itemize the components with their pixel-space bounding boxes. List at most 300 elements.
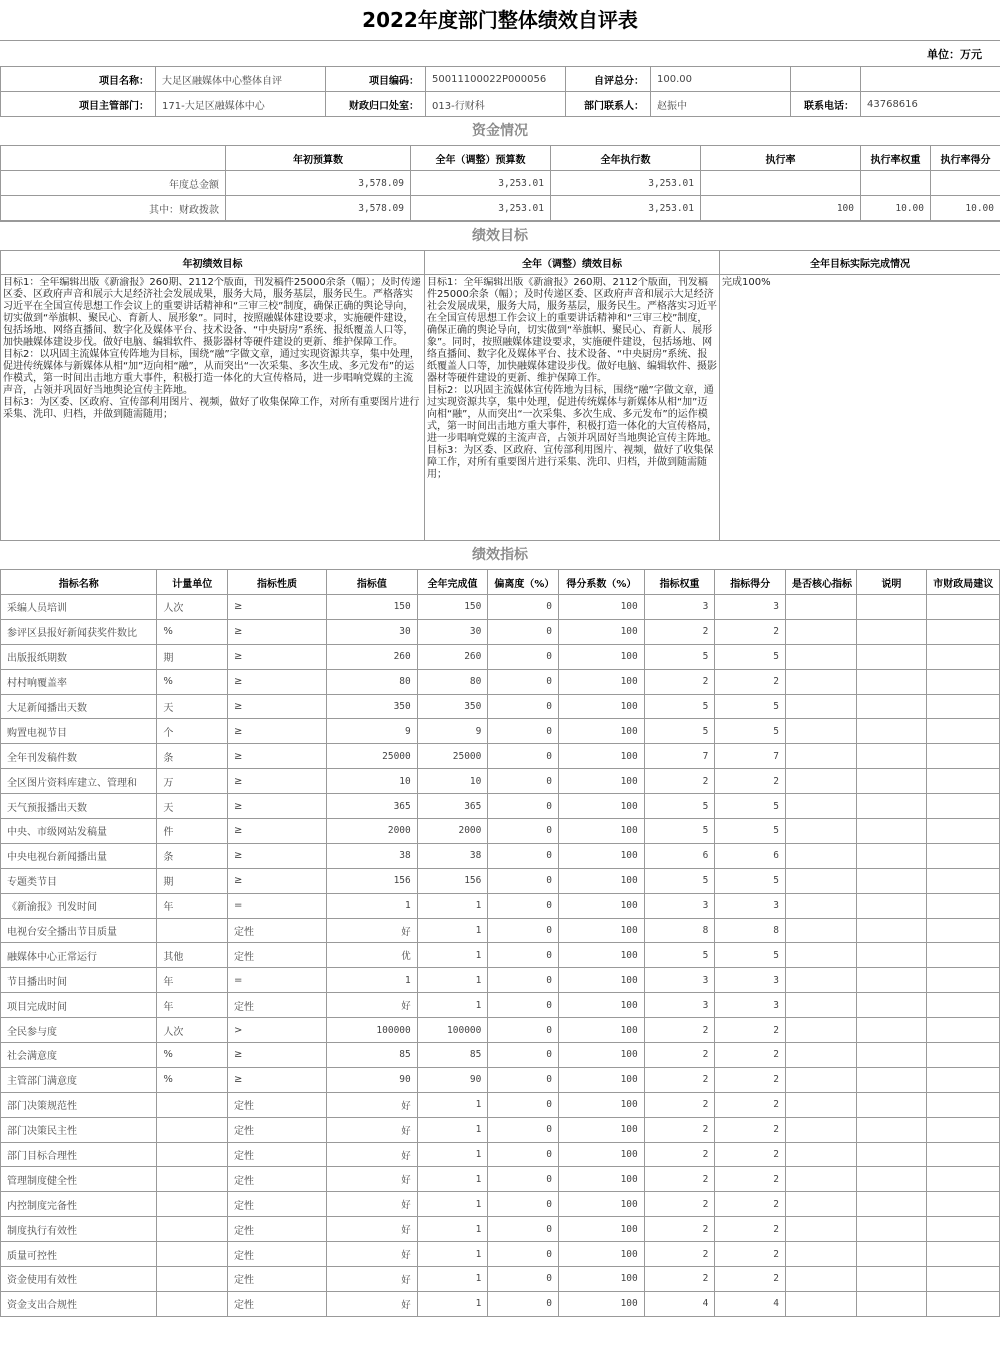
finance-value: 013-行财科 (426, 92, 566, 117)
indicator-empty-cell (927, 1043, 1000, 1068)
indicator-cell: 参评区县报好新闻获奖件数比 (1, 619, 157, 644)
indicator-empty-cell (786, 1217, 857, 1242)
indicator-cell: 0 (488, 794, 559, 819)
indicator-cell: 资金使用有效性 (1, 1267, 157, 1292)
indicator-cell: 0 (488, 1167, 559, 1192)
indicator-empty-cell (927, 993, 1000, 1018)
indicator-cell: 质量可控性 (1, 1242, 157, 1267)
indicator-cell: 0 (488, 943, 559, 968)
indicator-cell: 100 (558, 1067, 644, 1092)
score-label: 自评总分： (566, 67, 651, 92)
goals-header: 全年目标实际完成情况 (720, 251, 1000, 275)
indicator-empty-cell (856, 719, 927, 744)
indicator-cell: 100 (558, 893, 644, 918)
indicator-cell: 100 (558, 1217, 644, 1242)
indicator-cell: 0 (488, 744, 559, 769)
indicator-cell: 0 (488, 1291, 559, 1316)
indicator-row (1, 943, 1000, 968)
indicator-cell: 100 (558, 669, 644, 694)
indicator-cell: ≥ (228, 1067, 327, 1092)
indicator-cell: 100 (558, 1291, 644, 1316)
indicator-row (1, 619, 1000, 644)
indicator-cell: ≥ (228, 1043, 327, 1068)
adjusted-goal-text (425, 275, 720, 541)
indicator-cell: 条 (157, 744, 228, 769)
indicator-cell: 100 (558, 1043, 644, 1068)
indicator-empty-cell (786, 1142, 857, 1167)
indicator-empty-cell (927, 1267, 1000, 1292)
indicator-cell: 全民参与度 (1, 1018, 157, 1043)
indicator-cell: 项目完成时间 (1, 993, 157, 1018)
indicator-cell: 1 (417, 1092, 488, 1117)
indicator-empty-cell (786, 794, 857, 819)
indicator-cell: ≥ (228, 868, 327, 893)
indicator-cell: ≥ (228, 719, 327, 744)
indicator-cell: 0 (488, 1117, 559, 1142)
project-code: 50011100022P000056 (426, 67, 566, 92)
indicator-cell: 内控制度完备性 (1, 1192, 157, 1217)
indicator-cell: 1 (417, 893, 488, 918)
indicator-empty-cell (927, 644, 1000, 669)
indicator-cell: 定性 (228, 1267, 327, 1292)
indicator-header: 指标值 (326, 570, 417, 595)
indicator-cell: 2000 (326, 819, 417, 844)
indicator-cell: ≥ (228, 794, 327, 819)
funds-row-label: 年度总金额 (1, 171, 226, 196)
indicator-cell: 大足新闻播出天数 (1, 694, 157, 719)
indicator-cell (157, 1291, 228, 1316)
indicator-empty-cell (927, 1067, 1000, 1092)
adjusted-goal-body: 目标1：全年编辑出版《新渝报》260期、2112个版面，刊发稿件25000余条（幅）；及时传递区委、区政府声音和展示大足经济社会发展成果，服务大局，服务基层，服务民生。严格落实习近平在全国宣传思想工作会议上的重要讲话精神和“三审三校”制度，确保正确的舆论导向，切实做到“举旗帜、聚民心、育新人、展形象”。同时，按照融媒体建设要求，实施硬件建设，包括场地、网络直播间、数字化及媒体平台、技术设备、“中央厨房”系统、报纸覆盖人口等，加快融媒体建设步伐。做好电脑、编辑软件、摄影器材等硬件建设的更新、维护保障工作。 目标2：以巩固主流媒体宣传阵地为目标，围绕“融”字做文章，通过实现资源共享，集中处理，促进传统媒体与新媒体从相“加”迈向相“融”，从而突出“一次采集、多次生成、多元发布”的运作模式，第一时间出击地方重大事件，积极打造一体化的大宣传格局，进一步唱响党媒的主流声音，占领并巩固好当地舆论宣传主阵地。 目标3：为区委、区政府、宣传部利用图片、视频，做好了收集保障工作，对所有重要图片进行采集、洗印、归档，并做到随需随用； (427, 277, 717, 480)
indicator-cell: 5 (644, 794, 715, 819)
funds-cell: 10.00 (931, 196, 1000, 221)
indicator-cell: 156 (326, 868, 417, 893)
indicator-cell: 2 (715, 1067, 786, 1092)
indicator-cell: 0 (488, 968, 559, 993)
indicator-cell: 100 (558, 769, 644, 794)
indicator-empty-cell (927, 1167, 1000, 1192)
indicator-empty-cell (856, 968, 927, 993)
indicator-empty-cell (927, 868, 1000, 893)
indicator-cell: 好 (326, 1267, 417, 1292)
funds-header: 全年执行数 (551, 146, 701, 171)
indicator-empty-cell (786, 1067, 857, 1092)
funds-row (1, 196, 1000, 221)
indicator-empty-cell (927, 893, 1000, 918)
indicator-cell: % (157, 1067, 228, 1092)
indicator-cell: 0 (488, 1142, 559, 1167)
indicator-cell: 0 (488, 1067, 559, 1092)
indicator-cell: 2 (644, 1092, 715, 1117)
indicator-cell: 100 (558, 1242, 644, 1267)
indicator-cell: 定性 (228, 1192, 327, 1217)
indicator-row (1, 868, 1000, 893)
indicator-row (1, 1217, 1000, 1242)
goals-section-title: 绩效目标 (0, 221, 1000, 251)
indicator-empty-cell (786, 993, 857, 1018)
indicator-cell: 100 (558, 1142, 644, 1167)
funds-cell (931, 171, 1000, 196)
page-title: 2022年度部门整体绩效自评表 (0, 0, 1000, 41)
indicator-empty-cell (786, 968, 857, 993)
indicator-cell: 100 (558, 694, 644, 719)
indicator-cell: 100 (558, 1117, 644, 1142)
indicator-empty-cell (927, 619, 1000, 644)
indicator-cell: 0 (488, 1018, 559, 1043)
indicator-cell: 9 (326, 719, 417, 744)
indicator-row (1, 918, 1000, 943)
indicator-empty-cell (856, 1018, 927, 1043)
indicator-cell: 2 (644, 1267, 715, 1292)
funds-cell (861, 171, 931, 196)
indicator-cell: 部门决策规范性 (1, 1092, 157, 1117)
indicator-cell: 3 (715, 893, 786, 918)
indicator-cell: 2 (644, 1217, 715, 1242)
indicator-cell: 采编人员培训 (1, 595, 157, 620)
indicator-empty-cell (927, 1242, 1000, 1267)
indicator-empty-cell (927, 819, 1000, 844)
indicator-header: 指标得分 (715, 570, 786, 595)
funds-cell: 3,253.01 (411, 196, 551, 221)
indicator-row (1, 1291, 1000, 1316)
indicator-cell: 2 (644, 1167, 715, 1192)
indicator-cell: 3 (644, 968, 715, 993)
indicator-cell: 好 (326, 1242, 417, 1267)
funds-cell: 10.00 (861, 196, 931, 221)
indicator-cell: 1 (417, 1217, 488, 1242)
indicator-cell: 定性 (228, 993, 327, 1018)
indicator-empty-cell (927, 1291, 1000, 1316)
indicator-cell: 好 (326, 918, 417, 943)
indicator-empty-cell (786, 669, 857, 694)
indicator-empty-cell (786, 843, 857, 868)
indicator-cell: 80 (417, 669, 488, 694)
indicator-cell: 2 (715, 1267, 786, 1292)
indicator-empty-cell (786, 1092, 857, 1117)
indicator-empty-cell (927, 769, 1000, 794)
indicator-empty-cell (927, 918, 1000, 943)
contact-value: 赵振中 (651, 92, 791, 117)
indicator-empty-cell (856, 1117, 927, 1142)
indicator-cell: 2 (715, 1192, 786, 1217)
funds-cell (701, 171, 861, 196)
indicator-cell: 5 (715, 943, 786, 968)
indicator-cell: 0 (488, 1043, 559, 1068)
indicator-cell: 6 (644, 843, 715, 868)
indicator-cell: 80 (326, 669, 417, 694)
indicator-row (1, 1117, 1000, 1142)
indicator-cell: ≥ (228, 644, 327, 669)
indicator-cell: 2 (644, 1018, 715, 1043)
indicator-cell: 人次 (157, 1018, 228, 1043)
indicator-cell: 100 (558, 993, 644, 1018)
indicator-cell: 0 (488, 769, 559, 794)
indicator-cell: 0 (488, 669, 559, 694)
indicator-cell: 定性 (228, 1217, 327, 1242)
indicator-cell: 主管部门满意度 (1, 1067, 157, 1092)
indicator-cell: 100 (558, 744, 644, 769)
indicator-cell: 5 (644, 819, 715, 844)
indicator-cell: 100 (558, 1167, 644, 1192)
indicator-cell: 350 (417, 694, 488, 719)
unit-row (0, 40, 1000, 67)
indicator-cell (157, 918, 228, 943)
indicator-header: 偏离度（%） (488, 570, 559, 595)
indicator-row (1, 1043, 1000, 1068)
info-table (0, 66, 1000, 117)
indicator-cell: 0 (488, 1092, 559, 1117)
indicator-cell: 定性 (228, 918, 327, 943)
indicator-cell: 1 (417, 968, 488, 993)
indicator-cell: 8 (644, 918, 715, 943)
indicator-cell: 0 (488, 719, 559, 744)
indicator-empty-cell (786, 1043, 857, 1068)
indicator-cell: 部门目标合理性 (1, 1142, 157, 1167)
indicator-cell: 7 (715, 744, 786, 769)
phone-label: 联系电话： (791, 92, 861, 117)
indicator-empty-cell (786, 1192, 857, 1217)
indicator-empty-cell (856, 1043, 927, 1068)
indicator-cell: 1 (417, 1142, 488, 1167)
indicator-cell: 2 (644, 1192, 715, 1217)
indicator-cell: 100000 (417, 1018, 488, 1043)
indicator-cell: 村村响覆盖率 (1, 669, 157, 694)
indicator-cell: 8 (715, 918, 786, 943)
indicator-cell: 156 (417, 868, 488, 893)
indicator-cell: 2 (644, 769, 715, 794)
indicator-cell (157, 1192, 228, 1217)
indicator-cell: 5 (644, 868, 715, 893)
funds-row-label: 其中：财政拨款 (1, 196, 226, 221)
indicator-empty-cell (786, 1242, 857, 1267)
goals-header: 全年（调整）绩效目标 (425, 251, 720, 275)
indicator-cell: 90 (417, 1067, 488, 1092)
indicator-cell (157, 1142, 228, 1167)
indicator-cell: 1 (417, 993, 488, 1018)
indicator-empty-cell (786, 1291, 857, 1316)
indicator-cell: 天 (157, 694, 228, 719)
indicator-cell: ≥ (228, 595, 327, 620)
indicator-cell: 条 (157, 843, 228, 868)
indicator-empty-cell (927, 1018, 1000, 1043)
indicator-cell: 年 (157, 893, 228, 918)
indicator-cell: 100 (558, 843, 644, 868)
indicator-cell: 2 (644, 619, 715, 644)
funds-header: 执行率得分 (931, 146, 1000, 171)
indicator-cell: = (228, 893, 327, 918)
indicator-empty-cell (856, 1192, 927, 1217)
indicator-cell: 定性 (228, 1291, 327, 1316)
initial-goal-text (1, 275, 425, 541)
indicator-cell: 2 (644, 1117, 715, 1142)
funds-table (0, 145, 1000, 221)
indicator-cell: 1 (417, 1267, 488, 1292)
goals-table (0, 250, 1000, 541)
indicators-section-title: 绩效指标 (0, 540, 1000, 570)
indicator-row (1, 1242, 1000, 1267)
indicator-header: 得分系数（%） (558, 570, 644, 595)
indicator-cell: 定性 (228, 1242, 327, 1267)
funds-cell: 3,253.01 (551, 171, 701, 196)
indicator-cell: 4 (715, 1291, 786, 1316)
funds-header: 年初预算数 (226, 146, 411, 171)
indicator-cell: 购置电视节目 (1, 719, 157, 744)
indicator-cell: 节目播出时间 (1, 968, 157, 993)
indicator-cell: > (228, 1018, 327, 1043)
indicator-cell: 0 (488, 918, 559, 943)
indicator-cell: 90 (326, 1067, 417, 1092)
indicator-cell: 2 (715, 1242, 786, 1267)
indicator-empty-cell (927, 595, 1000, 620)
indicator-header: 指标权重 (644, 570, 715, 595)
indicator-cell: 1 (417, 1117, 488, 1142)
indicator-cell: 260 (326, 644, 417, 669)
indicator-cell: 38 (326, 843, 417, 868)
indicator-cell: 融媒体中心正常运行 (1, 943, 157, 968)
indicator-cell: 1 (417, 1291, 488, 1316)
indicator-empty-cell (856, 1242, 927, 1267)
indicator-cell: 全区图片资料库建立、管理和 (1, 769, 157, 794)
indicator-cell (157, 1167, 228, 1192)
indicator-cell: 100 (558, 968, 644, 993)
indicator-empty-cell (856, 669, 927, 694)
funds-cell: 3,253.01 (551, 196, 701, 221)
indicator-cell: 0 (488, 644, 559, 669)
indicator-cell: = (228, 968, 327, 993)
indicator-row (1, 993, 1000, 1018)
indicator-empty-cell (927, 843, 1000, 868)
indicator-cell: 3 (715, 968, 786, 993)
indicator-cell: 其他 (157, 943, 228, 968)
indicator-cell: 150 (417, 595, 488, 620)
indicator-cell: 0 (488, 1242, 559, 1267)
indicator-empty-cell (927, 1092, 1000, 1117)
indicator-cell: 100 (558, 719, 644, 744)
indicator-cell: 3 (644, 993, 715, 1018)
indicator-cell: 150 (326, 595, 417, 620)
indicator-empty-cell (786, 744, 857, 769)
project-name-label: 项目名称： (1, 67, 156, 92)
indicator-cell: 1 (417, 1192, 488, 1217)
indicator-empty-cell (786, 619, 857, 644)
indicator-empty-cell (927, 719, 1000, 744)
indicator-cell: 100 (558, 1267, 644, 1292)
indicator-row (1, 595, 1000, 620)
indicator-empty-cell (786, 918, 857, 943)
indicator-cell: 25000 (326, 744, 417, 769)
indicator-empty-cell (786, 1018, 857, 1043)
indicator-cell: 0 (488, 893, 559, 918)
indicator-empty-cell (856, 619, 927, 644)
indicator-cell: 85 (417, 1043, 488, 1068)
unit-label: 单位：万元 (927, 48, 982, 61)
indicator-cell: 2 (715, 1142, 786, 1167)
indicator-cell: 100 (558, 943, 644, 968)
indicator-cell: 10 (326, 769, 417, 794)
indicator-cell: 5 (715, 719, 786, 744)
indicator-cell: 5 (715, 644, 786, 669)
indicator-cell: 5 (644, 719, 715, 744)
indicator-cell: 100000 (326, 1018, 417, 1043)
indicator-cell: 5 (715, 694, 786, 719)
initial-goal-body: 目标1：全年编辑出版《新渝报》260期、2112个版面，刊发稿件25000余条（幅）；及时传递区委、区政府声音和展示大足经济社会发展成果，服务大局，服务基层，服务民生。严格落实习近平在全国宣传思想工作会议上的重要讲话精神和“三审三校”制度，确保正确的舆论导向，切实做到“举旗帜、聚民心、育新人、展形象”。同时，按照融媒体建设要求，实施硬件建设，包括场地、网络直播间、数字化及媒体平台、技术设备、“中央厨房”系统、报纸覆盖人口等，加快融媒体建设步伐。做好电脑、编辑软件、摄影器材等硬件建设的更新、维护保障工作。 目标2：以巩固主流媒体宣传阵地为目标，围绕“融”字做文章，通过实现资源共享，集中处理，促进传统媒体与新媒体从相“加”迈向相“融”，从而突出“一次采集、多次生成、多元发布”的运作模式，第一时间出击地方重大事件，积极打造一体化的大宣传格局，进一步唱响党媒的主流声音，占领并巩固好当地舆论宣传主阵地。 目标3：为区委、区政府、宣传部利用图片、视频，做好了收集保障工作，对所有重要图片进行采集、洗印、归档，并做到随需随用； (3, 277, 421, 420)
indicator-row (1, 644, 1000, 669)
indicator-cell: 2 (715, 1092, 786, 1117)
indicator-cell: 优 (326, 943, 417, 968)
indicator-cell: 100 (558, 595, 644, 620)
indicator-empty-cell (856, 1167, 927, 1192)
indicator-empty-cell (786, 719, 857, 744)
indicator-cell: 350 (326, 694, 417, 719)
indicator-cell: 中央电视台新闻播出量 (1, 843, 157, 868)
project-code-label: 项目编码： (326, 67, 426, 92)
indicator-empty-cell (856, 744, 927, 769)
indicator-cell: 100 (558, 819, 644, 844)
indicator-cell: ≥ (228, 819, 327, 844)
indicator-cell: 件 (157, 819, 228, 844)
finance-label: 财政归口处室： (326, 92, 426, 117)
indicator-cell: 2 (715, 1117, 786, 1142)
project-name: 大足区融媒体中心整体自评 (156, 67, 326, 92)
funds-section-title: 资金情况 (0, 116, 1000, 146)
indicator-cell: 0 (488, 694, 559, 719)
indicator-empty-cell (927, 694, 1000, 719)
indicator-empty-cell (786, 769, 857, 794)
phone-value: 43768616 (861, 92, 1000, 117)
indicator-cell: ≥ (228, 843, 327, 868)
indicator-cell: 5 (644, 644, 715, 669)
indicator-cell: 10 (417, 769, 488, 794)
indicator-empty-cell (786, 819, 857, 844)
indicator-empty-cell (786, 1117, 857, 1142)
indicator-cell: 0 (488, 619, 559, 644)
indicator-row (1, 1092, 1000, 1117)
indicator-empty-cell (786, 1267, 857, 1292)
indicator-empty-cell (856, 1142, 927, 1167)
indicator-empty-cell (856, 1267, 927, 1292)
indicator-cell: 好 (326, 1117, 417, 1142)
indicator-empty-cell (856, 694, 927, 719)
indicator-row (1, 1018, 1000, 1043)
indicator-empty-cell (786, 893, 857, 918)
indicator-header: 指标性质 (228, 570, 327, 595)
funds-cell: 3,578.09 (226, 171, 411, 196)
indicator-cell (157, 1092, 228, 1117)
indicator-cell: 定性 (228, 1142, 327, 1167)
indicator-cell: 中央、市级网站发稿量 (1, 819, 157, 844)
funds-header: 执行率权重 (861, 146, 931, 171)
indicator-cell: 2 (715, 1217, 786, 1242)
goals-header: 年初绩效目标 (1, 251, 425, 275)
indicator-cell (157, 1242, 228, 1267)
indicator-cell: 好 (326, 993, 417, 1018)
indicator-cell: 0 (488, 843, 559, 868)
indicator-empty-cell (786, 595, 857, 620)
indicator-cell: 专题类节目 (1, 868, 157, 893)
indicator-cell: 资金支出合规性 (1, 1291, 157, 1316)
indicator-cell: 0 (488, 868, 559, 893)
indicator-cell: 2 (644, 1067, 715, 1092)
indicator-cell: 人次 (157, 595, 228, 620)
indicator-cell: 2 (715, 1043, 786, 1068)
indicator-cell: 2 (715, 669, 786, 694)
indicator-cell: 2 (715, 1018, 786, 1043)
indicator-cell (157, 1267, 228, 1292)
indicator-header: 全年完成值 (417, 570, 488, 595)
funds-header: 执行率 (701, 146, 861, 171)
indicator-empty-cell (856, 819, 927, 844)
indicator-cell: 年 (157, 993, 228, 1018)
